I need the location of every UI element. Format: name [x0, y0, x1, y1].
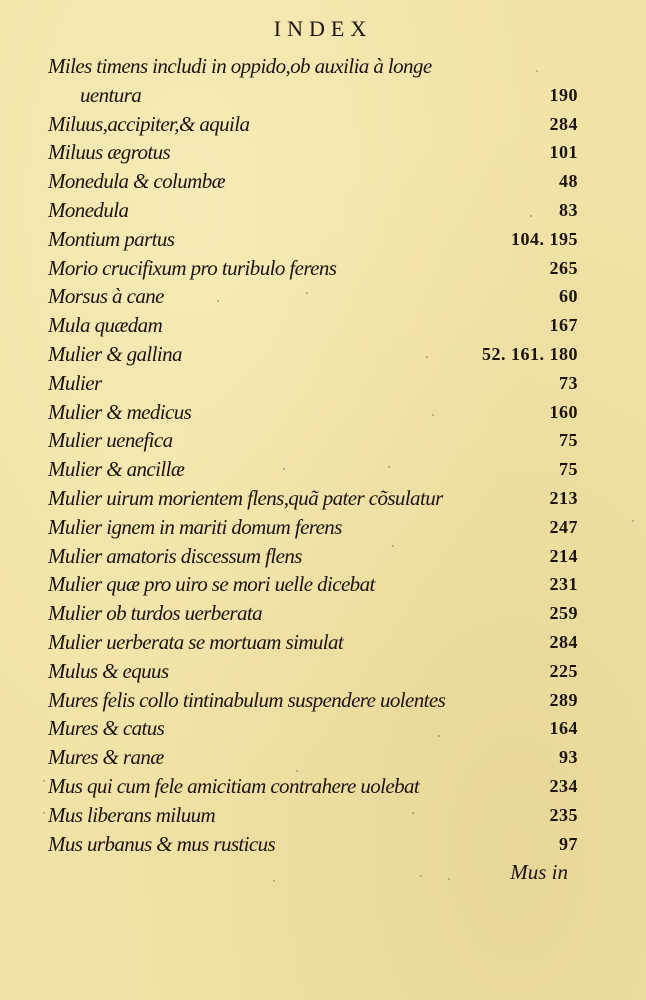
index-entry [48, 513, 578, 542]
index-entry [48, 830, 578, 859]
entry-term: Morsus à cane [48, 284, 164, 309]
entry-term: Mulier [48, 370, 102, 395]
entry-term: Mus liberans miluum [48, 802, 216, 827]
entry-page-number: 93 [559, 747, 578, 768]
paper-speck [432, 414, 434, 416]
index-entry [48, 369, 578, 398]
entry-page-number: 289 [549, 689, 578, 710]
index-entry [48, 484, 578, 513]
index-entry [48, 801, 578, 830]
index-entry [48, 225, 578, 254]
entry-term: Mures felis collo tintinabulum suspendere uolentes [48, 687, 446, 712]
paper-speck [632, 520, 634, 522]
entry-page-number: 225 [549, 660, 578, 681]
entry-term: Mulier amatoris discessum flens [48, 543, 302, 568]
paper-speck [273, 880, 275, 882]
entry-page-number: 284 [549, 113, 578, 134]
entry-page-number: 167 [549, 315, 578, 336]
index-entry [48, 657, 578, 686]
paper-speck [530, 215, 532, 217]
index-entries [48, 52, 578, 858]
paper-speck [217, 300, 219, 302]
index-entry [48, 398, 578, 427]
entry-term: Monedula & columbæ [48, 169, 226, 194]
paper-speck [283, 468, 285, 470]
page-header: INDEX [273, 16, 373, 41]
paper-speck [43, 812, 45, 814]
entry-term: Mulier & ancillæ [48, 457, 185, 482]
entry-page-number: 75 [559, 430, 578, 451]
entry-term: Mulier uirum morientem flens,quã pater cõsulatur [48, 485, 443, 510]
entry-page-number: 214 [549, 545, 578, 566]
catchword: Mus in [510, 860, 568, 884]
paper-speck [412, 812, 414, 814]
entry-page-number: 52. 161. 180 [482, 343, 578, 364]
paper-speck [438, 735, 440, 737]
paper-speck [296, 770, 298, 772]
entry-page-number: 104. 195 [511, 228, 578, 249]
entry-page-number: 235 [549, 804, 578, 825]
entry-page-number: 101 [549, 142, 578, 163]
entry-term: uentura [80, 82, 142, 107]
paper-speck [392, 545, 394, 547]
entry-term: Mulier & medicus [48, 399, 192, 424]
entry-page-number: 259 [549, 603, 578, 624]
index-entry [48, 254, 578, 283]
index-entry [48, 772, 578, 801]
entry-term: Mulier uerberata se mortuam simulat [48, 629, 344, 654]
entry-page-number: 213 [549, 487, 578, 508]
entry-term: Miles timens includi in oppido,ob auxilia à longe [48, 54, 432, 78]
entry-term: Miluus ægrotus [48, 140, 171, 165]
entry-term: Mures & catus [48, 716, 165, 741]
entry-term: Mulier uenefica [48, 428, 173, 453]
entry-term: Montium partus [48, 226, 175, 251]
index-entry [48, 138, 578, 167]
index-entry [48, 340, 578, 369]
index-entry [48, 455, 578, 484]
paper-speck [43, 780, 45, 782]
index-entry [48, 167, 578, 196]
entry-term: Miluus,accipiter,& aquila [48, 111, 250, 136]
entry-page-number: 234 [549, 775, 578, 796]
entry-page-number: 160 [549, 401, 578, 422]
paper-speck [536, 70, 538, 72]
entry-term: Mulier quæ pro uiro se mori uelle dicebat [48, 572, 375, 597]
index-entry [48, 628, 578, 657]
entry-term: Mulier ignem in mariti domum ferens [48, 514, 342, 539]
entry-page-number: 60 [559, 286, 578, 307]
entry-term: Mulier ob turdos uerberata [48, 601, 263, 626]
index-entry [48, 311, 578, 340]
index-entry [48, 599, 578, 628]
entry-page-number: 48 [559, 171, 578, 192]
entry-term: Mulus & equus [48, 658, 169, 683]
index-entry [48, 426, 578, 455]
entry-term: Mus qui cum fele amicitiam contrahere uolebat [48, 773, 420, 798]
entry-term: Mulier & gallina [48, 341, 182, 366]
entry-term: Mus urbanus & mus rusticus [48, 831, 276, 856]
paper-speck [448, 878, 450, 880]
entry-page-number: 247 [549, 516, 578, 537]
entry-page-number: 75 [559, 459, 578, 480]
index-entry [48, 714, 578, 743]
entry-page-number: 231 [549, 574, 578, 595]
index-entry [48, 743, 578, 772]
entry-page-number: 190 [549, 84, 578, 105]
index-entry [48, 542, 578, 571]
entry-page-number: 284 [549, 631, 578, 652]
entry-page-number: 97 [559, 833, 578, 854]
index-entry [48, 196, 578, 225]
entry-term: Mures & ranæ [48, 745, 164, 770]
paper-speck [426, 356, 428, 358]
entry-page-number: 265 [549, 257, 578, 278]
paper-speck [388, 466, 390, 468]
entry-term: Monedula [48, 197, 129, 222]
index-entry [48, 570, 578, 599]
paper-speck [306, 292, 308, 294]
paper-speck [420, 875, 422, 877]
index-entry [48, 282, 578, 311]
entry-page-number: 83 [559, 199, 578, 220]
index-entry [48, 110, 578, 139]
index-entry [48, 52, 578, 81]
index-entry [48, 686, 578, 715]
index-entry [48, 81, 578, 110]
entry-term: Mula quædam [48, 313, 163, 338]
entry-page-number: 73 [559, 372, 578, 393]
entry-page-number: 164 [549, 718, 578, 739]
entry-term: Morio crucifixum pro turibulo ferens [48, 255, 337, 280]
